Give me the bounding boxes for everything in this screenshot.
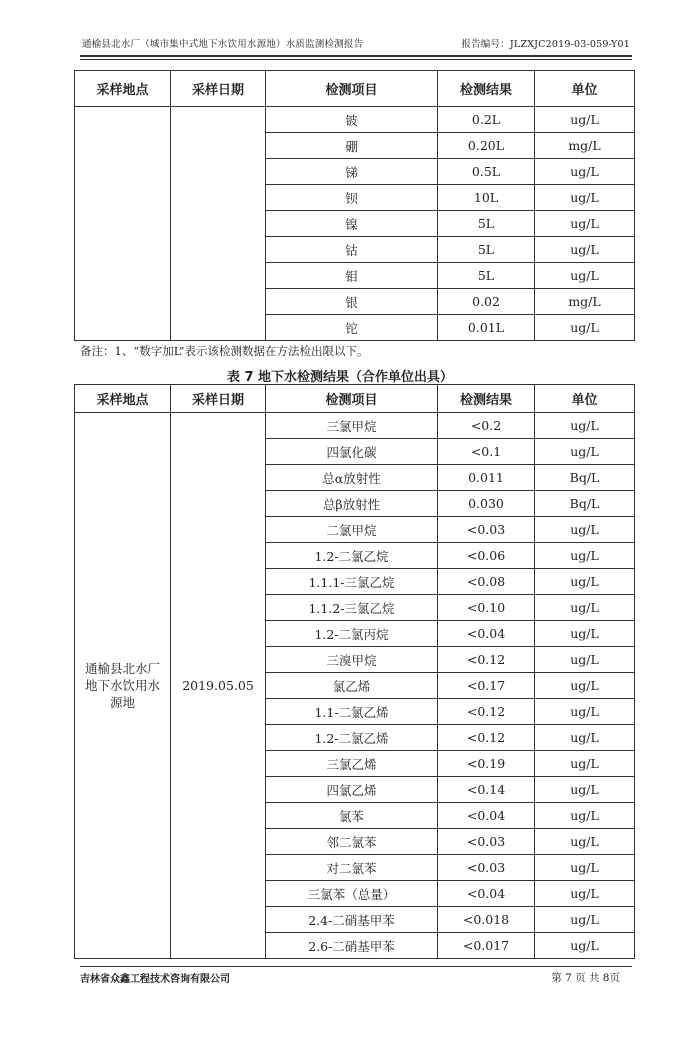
unit-cell: ug/L — [535, 725, 635, 751]
item-cell: 硼 — [266, 133, 438, 159]
item-cell: 1.1.2-三氯乙烷 — [266, 595, 438, 621]
col-header-item: 检测项目 — [266, 385, 438, 413]
col-header-date: 采样日期 — [171, 71, 266, 107]
unit-cell: ug/L — [535, 829, 635, 855]
unit-cell: ug/L — [535, 237, 635, 263]
footer-rule — [80, 966, 632, 967]
table-metals — [74, 70, 635, 341]
report-header-title: 通榆县北水厂（城市集中式地下水饮用水源地）水质监测检测报告 — [82, 39, 364, 50]
result-cell: <0.018 — [438, 907, 535, 933]
unit-cell: ug/L — [535, 777, 635, 803]
table-note: 备注：1、“数字加L”表示该检测数据在方法检出限以下。 — [80, 344, 369, 358]
unit-cell: ug/L — [535, 621, 635, 647]
unit-cell: Bq/L — [535, 491, 635, 517]
result-cell: 0.01L — [438, 315, 535, 341]
item-cell: 钴 — [266, 237, 438, 263]
unit-cell: ug/L — [535, 159, 635, 185]
unit-cell: ug/L — [535, 439, 635, 465]
result-cell: <0.04 — [438, 881, 535, 907]
col-header-unit: 单位 — [535, 385, 635, 413]
unit-cell: ug/L — [535, 543, 635, 569]
item-cell: 三溴甲烷 — [266, 647, 438, 673]
result-cell: 10L — [438, 185, 535, 211]
result-cell: <0.04 — [438, 621, 535, 647]
result-cell: <0.03 — [438, 855, 535, 881]
result-cell: <0.03 — [438, 517, 535, 543]
unit-cell: ug/L — [535, 699, 635, 725]
item-cell: 银 — [266, 289, 438, 315]
item-cell: 总β放射性 — [266, 491, 438, 517]
col-header-unit: 单位 — [535, 71, 635, 107]
col-header-site: 采样地点 — [75, 385, 171, 413]
item-cell: 1.2-二氯丙烷 — [266, 621, 438, 647]
result-cell: 0.011 — [438, 465, 535, 491]
date-cell-empty — [171, 107, 266, 341]
item-cell: 1.1-二氯乙烯 — [266, 699, 438, 725]
report-header — [82, 36, 630, 50]
unit-cell: ug/L — [535, 595, 635, 621]
item-cell: 锑 — [266, 159, 438, 185]
result-cell: <0.12 — [438, 699, 535, 725]
col-header-result: 检测结果 — [438, 385, 535, 413]
result-cell: <0.06 — [438, 543, 535, 569]
unit-cell: ug/L — [535, 517, 635, 543]
item-cell: 邻二氯苯 — [266, 829, 438, 855]
unit-cell: ug/L — [535, 107, 635, 133]
result-cell: 5L — [438, 263, 535, 289]
item-cell: 2.4-二硝基甲苯 — [266, 907, 438, 933]
item-cell: 钼 — [266, 263, 438, 289]
col-header-result: 检测结果 — [438, 71, 535, 107]
result-cell: <0.1 — [438, 439, 535, 465]
result-cell: <0.12 — [438, 725, 535, 751]
footer-page-number: 第 7 页 共 8页 — [551, 972, 620, 984]
item-cell: 二氯甲烷 — [266, 517, 438, 543]
item-cell: 1.2-二氯乙烷 — [266, 543, 438, 569]
item-cell: 总α放射性 — [266, 465, 438, 491]
result-cell: 0.20L — [438, 133, 535, 159]
unit-cell: ug/L — [535, 185, 635, 211]
item-cell: 三氯甲烷 — [266, 413, 438, 439]
unit-cell: ug/L — [535, 855, 635, 881]
table-row — [75, 413, 635, 439]
item-cell: 对二氯苯 — [266, 855, 438, 881]
site-cell: 通榆县北水厂地下水饮用水源地 — [75, 413, 171, 959]
result-cell: <0.17 — [438, 673, 535, 699]
item-cell: 钡 — [266, 185, 438, 211]
item-cell: 四氯乙烯 — [266, 777, 438, 803]
item-cell: 三氯乙烯 — [266, 751, 438, 777]
item-cell: 2.6-二硝基甲苯 — [266, 933, 438, 959]
unit-cell: ug/L — [535, 413, 635, 439]
item-cell: 1.2-二氯乙烯 — [266, 725, 438, 751]
unit-cell: ug/L — [535, 263, 635, 289]
unit-cell: mg/L — [535, 133, 635, 159]
unit-cell: mg/L — [535, 289, 635, 315]
result-cell: 0.02 — [438, 289, 535, 315]
col-header-item: 检测项目 — [266, 71, 438, 107]
item-cell: 铊 — [266, 315, 438, 341]
report-number: 报告编号：JLZXJC2019-03-059-Y01 — [461, 39, 630, 50]
col-header-date: 采样日期 — [171, 385, 266, 413]
item-cell: 镍 — [266, 211, 438, 237]
item-cell: 三氯苯（总量） — [266, 881, 438, 907]
item-cell: 氯乙烯 — [266, 673, 438, 699]
result-cell: <0.03 — [438, 829, 535, 855]
col-header-site: 采样地点 — [75, 71, 171, 107]
unit-cell: ug/L — [535, 907, 635, 933]
unit-cell: Bq/L — [535, 465, 635, 491]
result-cell: <0.04 — [438, 803, 535, 829]
result-cell: 0.030 — [438, 491, 535, 517]
unit-cell: ug/L — [535, 881, 635, 907]
result-cell: <0.2 — [438, 413, 535, 439]
site-cell-empty — [75, 107, 171, 341]
table-header-row — [75, 71, 635, 107]
unit-cell: ug/L — [535, 673, 635, 699]
result-cell: 0.2L — [438, 107, 535, 133]
footer-company: 吉林省众鑫工程技术咨询有限公司 — [80, 974, 230, 985]
item-cell: 铍 — [266, 107, 438, 133]
result-cell: <0.10 — [438, 595, 535, 621]
unit-cell: ug/L — [535, 933, 635, 959]
unit-cell: ug/L — [535, 315, 635, 341]
result-cell: <0.19 — [438, 751, 535, 777]
item-cell: 1.1.1-三氯乙烷 — [266, 569, 438, 595]
unit-cell: ug/L — [535, 803, 635, 829]
unit-cell: ug/L — [535, 211, 635, 237]
unit-cell: ug/L — [535, 647, 635, 673]
table-header-row — [75, 385, 635, 413]
item-cell: 氯苯 — [266, 803, 438, 829]
item-cell: 四氯化碳 — [266, 439, 438, 465]
header-rule-thick — [80, 55, 632, 57]
result-cell: <0.14 — [438, 777, 535, 803]
date-cell: 2019.05.05 — [171, 413, 266, 959]
result-cell: 5L — [438, 237, 535, 263]
unit-cell: ug/L — [535, 569, 635, 595]
header-rule-thin — [80, 59, 632, 60]
result-cell: <0.08 — [438, 569, 535, 595]
result-cell: 0.5L — [438, 159, 535, 185]
table-title: 表 7 地下水检测结果（合作单位出具） — [226, 370, 454, 385]
result-cell: <0.12 — [438, 647, 535, 673]
result-cell: <0.017 — [438, 933, 535, 959]
unit-cell: ug/L — [535, 751, 635, 777]
table-row — [75, 107, 635, 133]
result-cell: 5L — [438, 211, 535, 237]
table-groundwater — [74, 384, 635, 959]
